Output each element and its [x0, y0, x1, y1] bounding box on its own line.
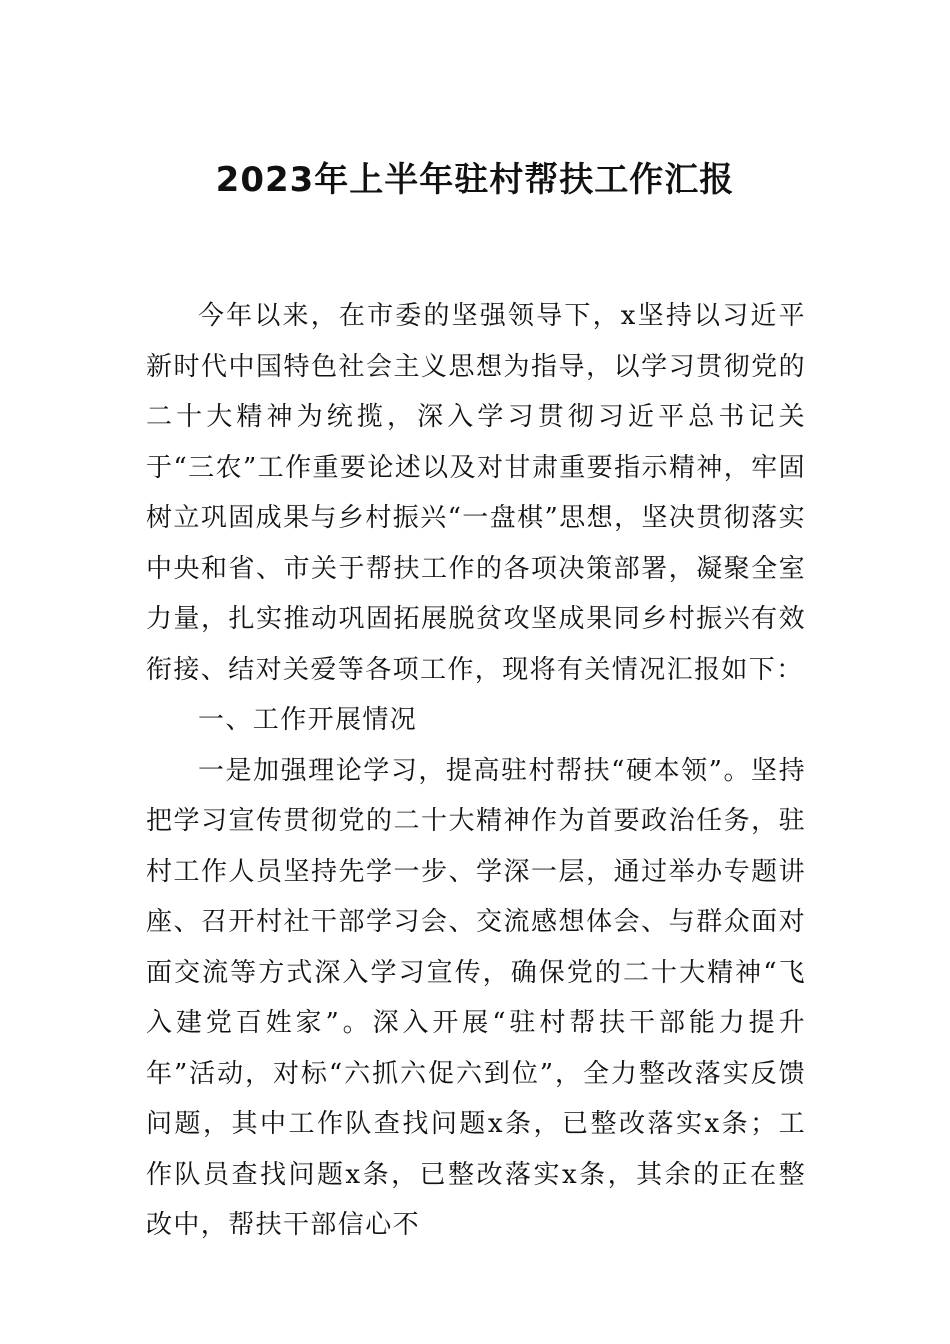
document-body — [146, 291, 806, 1251]
body-paragraph: 一是加强理论学习，提高驻村帮扶“硬本领”。坚持把学习宣传贯彻党的二十大精神作为首要政治任务，驻村工作人员坚持先学一步、学深一层，通过举办专题讲座、召开村社干部学习会、交流感想体会、与群众面对面交流等方式深入学习宣传，确保党的二十大精神“飞入建党百姓家”。深入开展“驻村帮扶干部能力提升年”活动，对标“六抓六促六到位”，全力整改落实反馈问题，其中工作队查找问题x条，已整改落实x条；工作队员查找问题x条，已整改落实x条，其余的正在整改中，帮扶干部信心不 — [146, 755, 806, 1240]
document-title: 2023年上半年驻村帮扶工作汇报 — [215, 160, 735, 200]
section-heading: 一、工作开展情况 — [198, 705, 418, 735]
intro-paragraph: 今年以来，在市委的坚强领导下，x坚持以习近平新时代中国特色社会主义思想为指导，以学习贯彻党的二十大精神为统揽，深入学习贯彻习近平总书记关于“三农”工作重要论述以及对甘肃重要指示精神，牢固树立巩固成果与乡村振兴“一盘棋”思想，坚决贯彻落实中央和省、市关于帮扶工作的各项决策部署，凝聚全室力量，扎实推动巩固拓展脱贫攻坚成果同乡村振兴有效衔接、结对关爱等各项工作，现将有关情况汇报如下： — [146, 301, 806, 685]
